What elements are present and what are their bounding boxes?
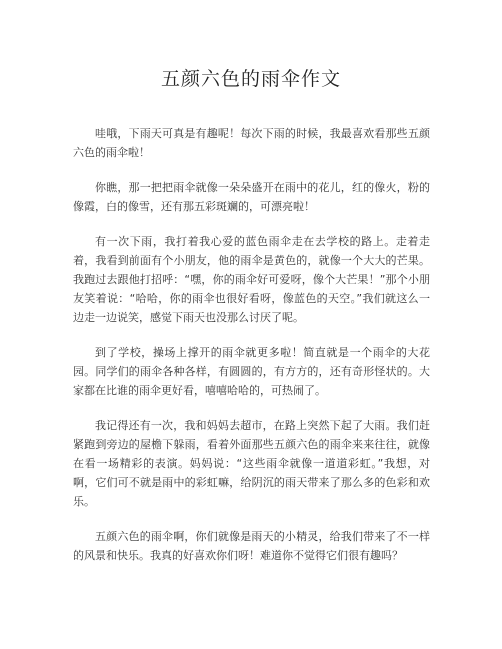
paragraph-2: 你瞧，那一把把雨伞就像一朵朵盛开在雨中的花儿，红的像火，粉的像霞，白的像雪，还有那五彩斑斓的，可漂亮啦！ [73, 181, 430, 213]
paragraph-5: 我记得还有一次，我和妈妈去超市，在路上突然下起了大雨。我们赶紧跑到旁边的屋檐下躲雨，看着外面那些五颜六色的雨伞来来往往，就像在看一场精彩的表演。妈妈说：“这些雨伞就像一道道彩虹。”我想，对啊，它们可不就是雨中的彩虹嘛，给阴沉的雨天带来了那么多的色彩和欢乐。 [73, 419, 430, 508]
essay-title: 五颜六色的雨伞作文 [160, 68, 341, 90]
essay-body [73, 124, 430, 581]
paragraph-4: 到了学校，操场上撑开的雨伞就更多啦！简直就是一个雨伞的大花园。同学们的雨伞各种各样，有圆圆的，有方方的，还有奇形怪状的。大家都在比谁的雨伞更好看，嘻嘻哈哈的，可热闹了。 [73, 346, 430, 397]
paragraph-6: 五颜六色的雨伞啊，你们就像是雨天的小精灵，给我们带来了不一样的风景和快乐。我真的好喜欢你们呀！难道你不觉得它们很有趣吗？ [73, 530, 430, 562]
paragraph-1: 哇哦，下雨天可真是有趣呢！每次下雨的时候，我最喜欢看那些五颜六色的雨伞啦！ [73, 127, 430, 159]
paragraph-3: 有一次下雨，我打着我心爱的蓝色雨伞走在去学校的路上。走着走着，我看到前面有个小朋友，他的雨伞是黄色的，就像一个大大的芒果。我跑过去跟他打招呼：“嘿，你的雨伞好可爱呀，像个大芒果！”那个小朋友笑着说：“哈哈，你的雨伞也很好看呀，像蓝色的天空。”我们就这么一边走一边说笑，感觉下雨天也没那么讨厌了呢。 [73, 235, 430, 324]
